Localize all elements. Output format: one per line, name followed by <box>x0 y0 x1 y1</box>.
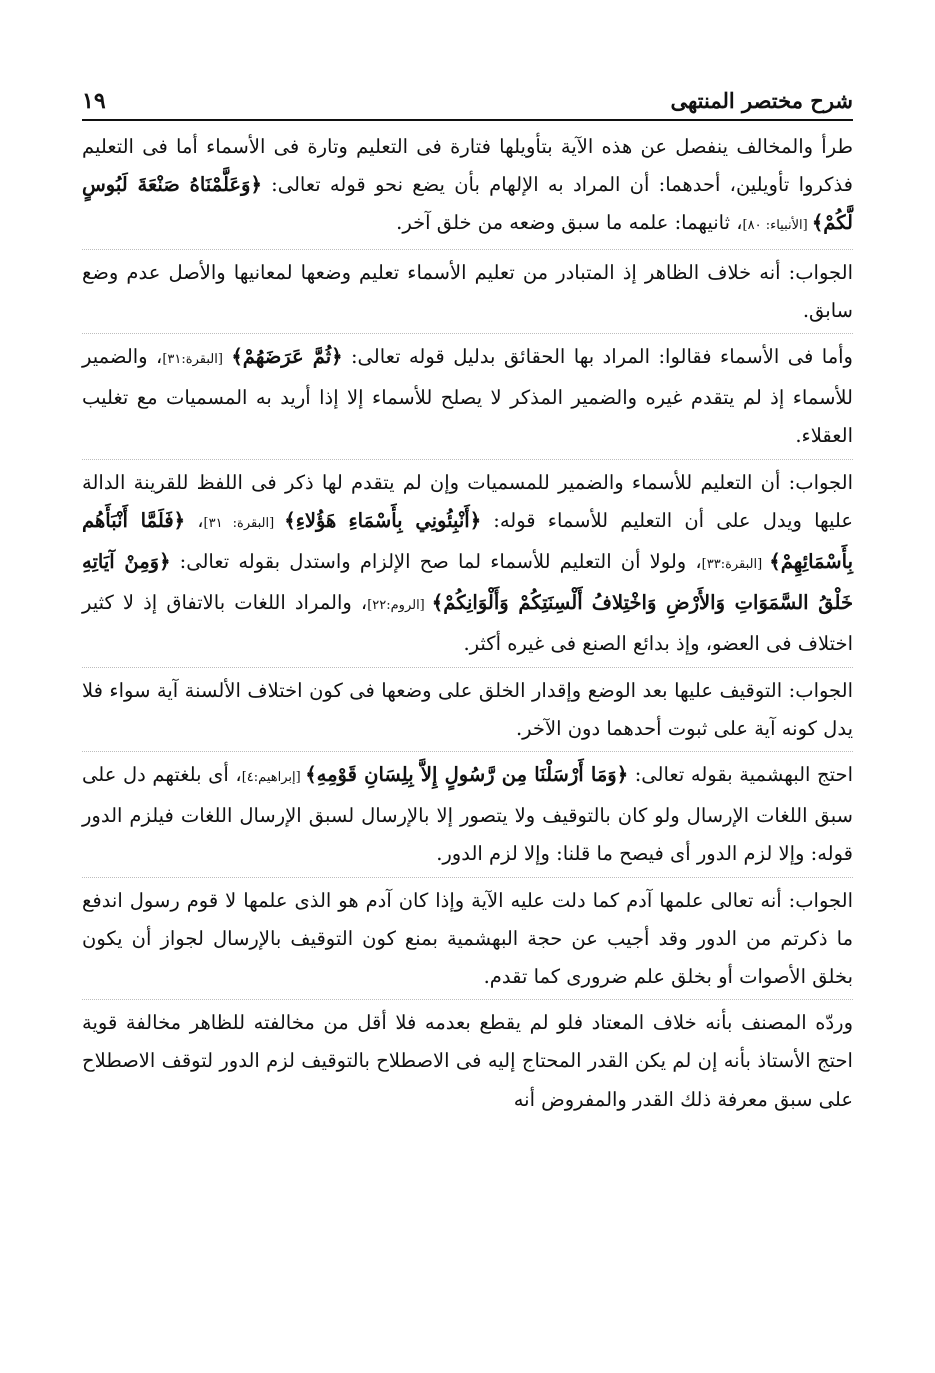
paragraph-separator <box>82 249 853 250</box>
paragraph-separator <box>82 333 853 334</box>
text-run: والأصل عدم وضع سابق. <box>82 260 853 322</box>
text-run: صح الإلزام واستدل بقوله تعالى: <box>170 550 449 574</box>
verse-reference: [الروم:٢٢] <box>367 598 432 614</box>
verse-reference: [الأنبياء: ٨٠] <box>742 218 812 234</box>
paragraph-separator <box>82 459 853 460</box>
text-run: إلا إذا أريد به المسميات مع تغليب العقلاء. <box>82 386 853 448</box>
text-run: بالتوقيف لزم الدور لتوقف الاصطلاح على سبق معرفة ذلك القدر والمفروض أنه <box>82 1049 853 1111</box>
paragraph-separator <box>82 999 853 1000</box>
text-run: تعالى: <box>261 173 321 197</box>
paragraph <box>82 756 853 874</box>
text-run: اختلاف الألسنة آية سواء فلا يدل كونه آية على ثبوت أحدهما دون الآخر. <box>82 678 853 740</box>
text-run: الجواب: التوقيف عليها بعد الوضع وإقدار الخلق على وضعها فى كون <box>309 678 854 702</box>
text-run: احتج البهشمية بقوله تعالى: <box>628 763 853 787</box>
text-run: بالإرسال لجواز أن يكون بخلق الأصوات أو بخلق علم ضرورى كما تقدم. <box>82 926 853 989</box>
verse-reference: [البقرة:٣١] <box>162 352 223 368</box>
paragraph <box>82 882 853 997</box>
quran-verse: هَؤُلاءِ﴾ <box>284 508 337 532</box>
paragraph <box>82 254 853 330</box>
text-run: ، <box>185 508 204 532</box>
paragraph-separator <box>82 667 853 668</box>
text-run: الجواب: أن التعليم للأسماء والضمير للمسميات وإن لم يتقدم لها ذكر فى <box>251 470 854 494</box>
page-body <box>82 128 853 1119</box>
paragraph <box>82 672 853 748</box>
quran-verse: ﴿ثُمَّ عَرَضَهُمْ﴾ <box>231 345 343 369</box>
verse-reference: [إبراهيم:٤] <box>241 770 306 786</box>
paragraph-separator <box>82 877 853 878</box>
header-rule <box>82 119 853 121</box>
text-run: الجواب: أنه خلاف الظاهر إذ المتبادر من تعليم الأسماء تعليم وضعها لمعانيها <box>233 260 853 284</box>
quran-verse: أَلْسِنَتِكُمْ وَأَلْوَانِكُمْ﴾ <box>431 591 583 615</box>
text-run: وردّه المصنف بأنه خلاف المعتاد فلو لم يقطع بعدمه فلا أقل من مخالفته للظاهر <box>189 1011 853 1035</box>
paragraph <box>82 464 853 664</box>
text-run: مخالفة قوية احتج الأستاذ بأنه إن لم يكن القدر المحتاج إليه فى الاصطلاح <box>82 1011 853 1073</box>
text-run: فى التعليم فذكروا تأويلين، أحدهما: أن المراد به الإلهام بأن يضع نحو قوله <box>82 135 853 197</box>
text-run: ، والمراد اللغات بالاتفاق إذ لا كثير اختلاف فى <box>82 591 853 656</box>
paragraph <box>82 128 853 246</box>
quran-verse: ﴿فَلَمَّا أَنْبَأَهُم بِأَسْمَائِهِمْ﴾ <box>82 508 854 574</box>
text-run: ، ولولا أن التعليم للأسماء لما <box>457 550 702 574</box>
text-run: بالإرسال لسبق الإرسال اللغات فيلزم الدور قوله: وإلا لزم الدور أى فيصح ما <box>82 804 853 866</box>
text-run: قلنا: وإلا لزم الدور. <box>436 842 591 866</box>
quran-verse: ﴿وَعَلَّمْنَاهُ صَنْعَةَ لَبُوسٍ لَّكُمْ﴾ <box>82 173 853 235</box>
text-run: الجواب: أنه تعالى علمها آدم كما دلت عليه الآية وإذا كان آدم هو الذى علمها لا <box>225 888 853 912</box>
page-number: ١٩ <box>82 88 106 114</box>
page-header <box>82 74 853 114</box>
running-title: شرح مختصر المنتهى <box>670 88 853 113</box>
text-run: أى بلغتهم دل على سبق اللغات الإرسال ولو كان بالتوقيف ولا يتصور إلا <box>82 763 853 828</box>
quran-verse: ﴿أَنْبِئُونِي بِأَسْمَاءِ <box>348 508 482 532</box>
quran-verse: ﴿وَمَا أَرْسَلْنَا مِن رَّسُولٍ إِلاَّ بِلِسَانِ قَوْمِهِ﴾ <box>305 763 629 787</box>
text-run: خلق آخر. <box>396 211 472 235</box>
text-run: طرأ والمخالف ينفصل عن هذه الآية بتأويلها فتارة فى التعليم وتارة فى الأسماء أما <box>176 135 853 158</box>
quran-verse: ﴿وَمِنْ آيَاتِهِ خَلْقُ السَّمَوَاتِ وَالأَرْضِ وَاخْتِلافُ <box>82 550 854 615</box>
text-run: وأما فى الأسماء فقالوا: المراد بها الحقائق بدليل قوله تعالى: <box>342 345 853 369</box>
text-run: ، <box>235 763 242 787</box>
paragraph-separator <box>82 751 853 752</box>
verse-reference: [البقرة: ٣١] <box>203 515 285 531</box>
verse-reference: [البقرة:٣٣] <box>701 557 770 573</box>
text-run: العضو، وإذ بدائع الصنع فى غيره أكثر. <box>463 632 760 656</box>
text-run: قوم رسول اندفع ما ذكرتم من الدور وقد أجيب عن حجة البهشمية بمنع كون التوقيف <box>82 888 854 950</box>
text-run: ، ثانيهما: علمه ما سبق وضعه من <box>477 211 743 235</box>
paragraph <box>82 1004 853 1119</box>
paragraph <box>82 338 853 456</box>
text-run: ، والضمير للأسماء إذ لم يتقدم غيره والضمير المذكر لا يصلح للأسماء <box>82 345 853 410</box>
text-run: اللفظ للقرينة الدالة عليها ويدل على أن التعليم للأسماء قوله: <box>82 470 853 532</box>
